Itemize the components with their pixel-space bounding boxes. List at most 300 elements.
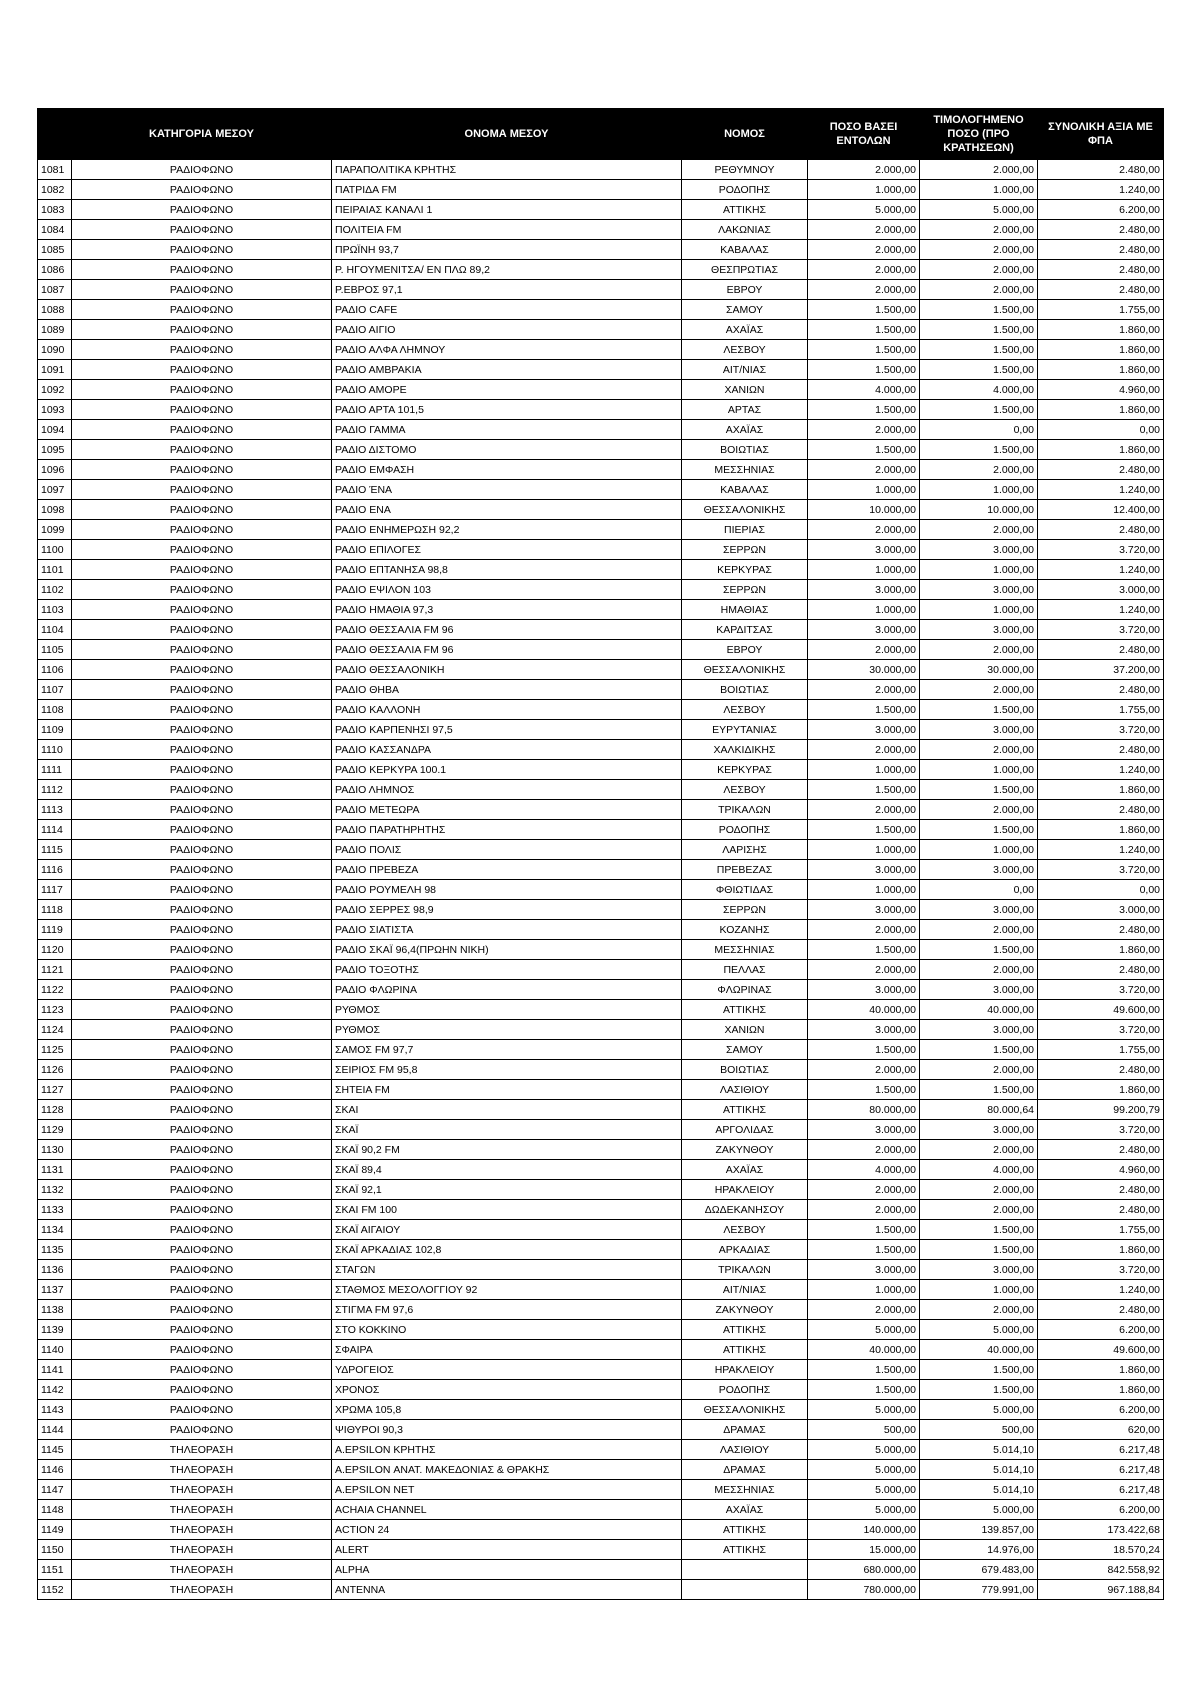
row-prefecture: ΛΑΡΙΣΗΣ (682, 840, 808, 860)
row-prefecture: ΛΕΣΒΟΥ (682, 700, 808, 720)
row-media-name: ACTION 24 (332, 1520, 682, 1540)
table-row (38, 200, 1164, 220)
row-media-name: ΠΕΙΡΑΙΑΣ ΚΑΝΑΛΙ 1 (332, 200, 682, 220)
row-media-name: ΣΕΙΡΙΟΣ FM 95,8 (332, 1060, 682, 1080)
row-invoiced-amount: 1.500,00 (920, 1360, 1038, 1380)
row-id: 1104 (38, 620, 72, 640)
row-prefecture: ΛΕΣΒΟΥ (682, 780, 808, 800)
row-total-vat: 2.480,00 (1038, 640, 1164, 660)
row-category: ΡΑΔΙΟΦΩΝΟ (72, 200, 332, 220)
row-media-name: ΡΑΔΙΟ CAFE (332, 300, 682, 320)
row-order-amount: 3.000,00 (808, 860, 920, 880)
row-invoiced-amount: 2.000,00 (920, 800, 1038, 820)
row-category: ΡΑΔΙΟΦΩΝΟ (72, 320, 332, 340)
row-id: 1121 (38, 960, 72, 980)
row-invoiced-amount: 1.500,00 (920, 1040, 1038, 1060)
row-media-name: ΠΑΤΡΙΔΑ FM (332, 180, 682, 200)
row-order-amount: 1.000,00 (808, 760, 920, 780)
row-category: ΡΑΔΙΟΦΩΝΟ (72, 180, 332, 200)
row-category: ΡΑΔΙΟΦΩΝΟ (72, 160, 332, 180)
table-row (38, 1280, 1164, 1300)
row-id: 1106 (38, 660, 72, 680)
row-category: ΡΑΔΙΟΦΩΝΟ (72, 300, 332, 320)
row-category: ΡΑΔΙΟΦΩΝΟ (72, 1300, 332, 1320)
row-prefecture: ΗΡΑΚΛΕΙΟΥ (682, 1360, 808, 1380)
row-media-name: ΣΤΑΓΩΝ (332, 1260, 682, 1280)
row-invoiced-amount: 3.000,00 (920, 1020, 1038, 1040)
row-id: 1111 (38, 760, 72, 780)
row-category: ΡΑΔΙΟΦΩΝΟ (72, 520, 332, 540)
row-total-vat: 6.200,00 (1038, 1400, 1164, 1420)
row-order-amount: 2.000,00 (808, 420, 920, 440)
table-row (38, 480, 1164, 500)
row-prefecture: ΡΕΘΥΜΝΟΥ (682, 160, 808, 180)
row-prefecture: ΚΑΒΑΛΑΣ (682, 240, 808, 260)
row-media-name: ΣΦΑΙΡΑ (332, 1340, 682, 1360)
row-invoiced-amount: 1.000,00 (920, 760, 1038, 780)
row-id: 1123 (38, 1000, 72, 1020)
row-prefecture: ΠΙΕΡΙΑΣ (682, 520, 808, 540)
row-id: 1102 (38, 580, 72, 600)
row-total-vat: 49.600,00 (1038, 1000, 1164, 1020)
row-order-amount: 4.000,00 (808, 1160, 920, 1180)
row-category: ΡΑΔΙΟΦΩΝΟ (72, 500, 332, 520)
row-prefecture: ΗΡΑΚΛΕΙΟΥ (682, 1180, 808, 1200)
row-total-vat: 620,00 (1038, 1420, 1164, 1440)
row-invoiced-amount: 4.000,00 (920, 1160, 1038, 1180)
row-prefecture: ΑΙΤ/ΝΙΑΣ (682, 360, 808, 380)
row-invoiced-amount: 1.500,00 (920, 300, 1038, 320)
table-row (38, 180, 1164, 200)
row-media-name: Ρ.ΕΒΡΟΣ 97,1 (332, 280, 682, 300)
header-invoiced-amount: ΤΙΜΟΛΟΓΗΜΕΝΟ ΠΟΣΟ (ΠΡΟ ΚΡΑΤΗΣΕΩΝ) (920, 109, 1038, 160)
table-row (38, 940, 1164, 960)
row-prefecture: ΑΡΚΑΔΙΑΣ (682, 1240, 808, 1260)
row-prefecture: ΣΕΡΡΩΝ (682, 540, 808, 560)
row-order-amount: 1.500,00 (808, 340, 920, 360)
row-media-name: ΡΑΔΙΟ ΛΗΜΝΟΣ (332, 780, 682, 800)
row-total-vat: 1.860,00 (1038, 400, 1164, 420)
table-row (38, 1320, 1164, 1340)
row-id: 1145 (38, 1440, 72, 1460)
row-invoiced-amount: 5.000,00 (920, 1500, 1038, 1520)
row-category: ΡΑΔΙΟΦΩΝΟ (72, 1200, 332, 1220)
table-row (38, 960, 1164, 980)
row-id: 1125 (38, 1040, 72, 1060)
row-prefecture: ΑΤΤΙΚΗΣ (682, 1340, 808, 1360)
row-media-name: A.EPSILON ΑΝΑΤ. ΜΑΚΕΔΟΝΙΑΣ & ΘΡΑΚΗΣ (332, 1460, 682, 1480)
row-category: ΡΑΔΙΟΦΩΝΟ (72, 1240, 332, 1260)
row-id: 1136 (38, 1260, 72, 1280)
row-id: 1144 (38, 1420, 72, 1440)
row-prefecture: ΗΜΑΘΙΑΣ (682, 600, 808, 620)
table-row (38, 1440, 1164, 1460)
row-invoiced-amount: 1.500,00 (920, 820, 1038, 840)
row-order-amount: 1.500,00 (808, 1380, 920, 1400)
row-category: ΡΑΔΙΟΦΩΝΟ (72, 1100, 332, 1120)
row-id: 1114 (38, 820, 72, 840)
row-order-amount: 1.500,00 (808, 780, 920, 800)
row-total-vat: 6.200,00 (1038, 200, 1164, 220)
row-invoiced-amount: 3.000,00 (920, 1120, 1038, 1140)
row-invoiced-amount: 1.500,00 (920, 700, 1038, 720)
row-invoiced-amount: 1.000,00 (920, 560, 1038, 580)
row-category: ΤΗΛΕΟΡΑΣΗ (72, 1460, 332, 1480)
row-prefecture: ΧΑΝΙΩΝ (682, 380, 808, 400)
row-invoiced-amount: 3.000,00 (920, 980, 1038, 1000)
row-prefecture: ΔΡΑΜΑΣ (682, 1420, 808, 1440)
row-category: ΡΑΔΙΟΦΩΝΟ (72, 1120, 332, 1140)
row-id: 1109 (38, 720, 72, 740)
row-order-amount: 3.000,00 (808, 1260, 920, 1280)
row-id: 1135 (38, 1240, 72, 1260)
row-id: 1128 (38, 1100, 72, 1120)
row-order-amount: 2.000,00 (808, 280, 920, 300)
row-media-name: ΡΥΘΜΟΣ (332, 1020, 682, 1040)
row-id: 1146 (38, 1460, 72, 1480)
row-order-amount: 2.000,00 (808, 1200, 920, 1220)
row-media-name: ΣΚΑΪ 92,1 (332, 1180, 682, 1200)
table-header-row (38, 109, 1164, 160)
row-total-vat: 2.480,00 (1038, 520, 1164, 540)
row-id: 1088 (38, 300, 72, 320)
row-prefecture: ΒΟΙΩΤΙΑΣ (682, 1060, 808, 1080)
row-category: ΡΑΔΙΟΦΩΝΟ (72, 1140, 332, 1160)
table-row (38, 1080, 1164, 1100)
row-category: ΡΑΔΙΟΦΩΝΟ (72, 600, 332, 620)
row-category: ΡΑΔΙΟΦΩΝΟ (72, 740, 332, 760)
row-prefecture: ΑΧΑΪΑΣ (682, 1160, 808, 1180)
row-order-amount: 680.000,00 (808, 1560, 920, 1580)
row-invoiced-amount: 5.000,00 (920, 200, 1038, 220)
row-invoiced-amount: 2.000,00 (920, 1180, 1038, 1200)
row-media-name: ΣΚΑΙ (332, 1100, 682, 1120)
row-total-vat: 3.000,00 (1038, 900, 1164, 920)
row-total-vat: 1.240,00 (1038, 840, 1164, 860)
row-category: ΡΑΔΙΟΦΩΝΟ (72, 1060, 332, 1080)
row-order-amount: 2.000,00 (808, 680, 920, 700)
row-order-amount: 3.000,00 (808, 1020, 920, 1040)
table-row (38, 320, 1164, 340)
row-media-name: ΠΡΩΪΝΗ 93,7 (332, 240, 682, 260)
row-order-amount: 2.000,00 (808, 740, 920, 760)
row-order-amount: 2.000,00 (808, 920, 920, 940)
row-id: 1086 (38, 260, 72, 280)
header-total-vat: ΣΥΝΟΛΙΚΗ ΑΞΙΑ ΜΕ ΦΠΑ (1038, 109, 1164, 160)
row-prefecture: ΑΧΑΪΑΣ (682, 1500, 808, 1520)
row-media-name: ΡΑΔΙΟ ΠΡΕΒΕΖΑ (332, 860, 682, 880)
row-prefecture: ΔΡΑΜΑΣ (682, 1460, 808, 1480)
row-id: 1142 (38, 1380, 72, 1400)
table-row (38, 1360, 1164, 1380)
row-id: 1098 (38, 500, 72, 520)
row-id: 1089 (38, 320, 72, 340)
row-order-amount: 140.000,00 (808, 1520, 920, 1540)
row-order-amount: 5.000,00 (808, 1400, 920, 1420)
row-category: ΡΑΔΙΟΦΩΝΟ (72, 900, 332, 920)
row-category: ΡΑΔΙΟΦΩΝΟ (72, 1080, 332, 1100)
row-order-amount: 1.500,00 (808, 820, 920, 840)
row-media-name: ΡΑΔΙΟ ΠΑΡΑΤΗΡΗΤΗΣ (332, 820, 682, 840)
row-media-name: ΡΑΔΙΟ ΈΝΑ (332, 480, 682, 500)
row-invoiced-amount: 3.000,00 (920, 580, 1038, 600)
row-category: ΡΑΔΙΟΦΩΝΟ (72, 800, 332, 820)
row-category: ΡΑΔΙΟΦΩΝΟ (72, 820, 332, 840)
row-total-vat: 1.860,00 (1038, 340, 1164, 360)
row-media-name: ΧΡΩΜΑ 105,8 (332, 1400, 682, 1420)
table-row (38, 560, 1164, 580)
row-prefecture (682, 1580, 808, 1600)
row-invoiced-amount: 1.500,00 (920, 1380, 1038, 1400)
row-prefecture: ΠΡΕΒΕΖΑΣ (682, 860, 808, 880)
row-id: 1100 (38, 540, 72, 560)
row-id: 1140 (38, 1340, 72, 1360)
row-total-vat: 1.240,00 (1038, 480, 1164, 500)
row-invoiced-amount: 1.000,00 (920, 180, 1038, 200)
row-prefecture: ΜΕΣΣΗΝΙΑΣ (682, 940, 808, 960)
row-category: ΡΑΔΙΟΦΩΝΟ (72, 1380, 332, 1400)
row-invoiced-amount: 2.000,00 (920, 1200, 1038, 1220)
header-order-amount: ΠΟΣΟ ΒΑΣΕΙ ΕΝΤΟΛΩΝ (808, 109, 920, 160)
table-row (38, 1460, 1164, 1480)
table-row (38, 1140, 1164, 1160)
row-category: ΡΑΔΙΟΦΩΝΟ (72, 480, 332, 500)
row-prefecture: ΡΟΔΟΠΗΣ (682, 1380, 808, 1400)
table-row (38, 1160, 1164, 1180)
row-prefecture: ΕΒΡΟΥ (682, 280, 808, 300)
row-media-name: ΡΥΘΜΟΣ (332, 1000, 682, 1020)
row-order-amount: 15.000,00 (808, 1540, 920, 1560)
row-prefecture: ΜΕΣΣΗΝΙΑΣ (682, 1480, 808, 1500)
row-id: 1138 (38, 1300, 72, 1320)
row-prefecture: ΜΕΣΣΗΝΙΑΣ (682, 460, 808, 480)
row-media-name: ΡΑΔΙΟ ΕΜΦΑΣΗ (332, 460, 682, 480)
row-order-amount: 40.000,00 (808, 1000, 920, 1020)
row-prefecture: ΚΑΒΑΛΑΣ (682, 480, 808, 500)
row-invoiced-amount: 3.000,00 (920, 860, 1038, 880)
row-invoiced-amount: 14.976,00 (920, 1540, 1038, 1560)
row-media-name: ACHAIA CHANNEL (332, 1500, 682, 1520)
row-order-amount: 5.000,00 (808, 1460, 920, 1480)
row-id: 1081 (38, 160, 72, 180)
row-total-vat: 1.240,00 (1038, 1280, 1164, 1300)
row-id: 1107 (38, 680, 72, 700)
row-id: 1147 (38, 1480, 72, 1500)
table-row (38, 280, 1164, 300)
row-category: ΡΑΔΙΟΦΩΝΟ (72, 440, 332, 460)
row-order-amount: 2.000,00 (808, 640, 920, 660)
row-category: ΡΑΔΙΟΦΩΝΟ (72, 860, 332, 880)
row-order-amount: 1.500,00 (808, 1360, 920, 1380)
row-order-amount: 2.000,00 (808, 460, 920, 480)
row-total-vat: 2.480,00 (1038, 1140, 1164, 1160)
row-media-name: ΣΚΑΪ ΑΙΓΑΙΟΥ (332, 1220, 682, 1240)
row-id: 1124 (38, 1020, 72, 1040)
row-id: 1101 (38, 560, 72, 580)
row-id: 1108 (38, 700, 72, 720)
table-row (38, 880, 1164, 900)
row-id: 1097 (38, 480, 72, 500)
row-id: 1120 (38, 940, 72, 960)
row-id: 1152 (38, 1580, 72, 1600)
row-media-name: ΡΑΔΙΟ ΦΛΩΡΙΝΑ (332, 980, 682, 1000)
table-row (38, 460, 1164, 480)
row-invoiced-amount: 2.000,00 (920, 280, 1038, 300)
row-id: 1113 (38, 800, 72, 820)
table-row (38, 980, 1164, 1000)
row-prefecture: ΚΟΖΑΝΗΣ (682, 920, 808, 940)
header-id (38, 109, 72, 160)
row-invoiced-amount: 2.000,00 (920, 520, 1038, 540)
table-row (38, 620, 1164, 640)
row-media-name: ΡΑΔΙΟ ΓΑΜΜΑ (332, 420, 682, 440)
row-order-amount: 1.500,00 (808, 1080, 920, 1100)
row-prefecture (682, 1560, 808, 1580)
table-row (38, 440, 1164, 460)
row-order-amount: 1.000,00 (808, 600, 920, 620)
row-prefecture: ΚΑΡΔΙΤΣΑΣ (682, 620, 808, 640)
row-media-name: ΡΑΔΙΟ ΕΠΙΛΟΓΕΣ (332, 540, 682, 560)
row-category: ΡΑΔΙΟΦΩΝΟ (72, 1400, 332, 1420)
row-order-amount: 3.000,00 (808, 900, 920, 920)
row-id: 1126 (38, 1060, 72, 1080)
row-total-vat: 6.217,48 (1038, 1440, 1164, 1460)
row-invoiced-amount: 2.000,00 (920, 260, 1038, 280)
row-order-amount: 1.500,00 (808, 1040, 920, 1060)
table-row (38, 1480, 1164, 1500)
row-media-name: ALERT (332, 1540, 682, 1560)
row-order-amount: 2.000,00 (808, 1180, 920, 1200)
table-row (38, 1380, 1164, 1400)
row-media-name: ΡΑΔΙΟ ΕΝΑ (332, 500, 682, 520)
table-row (38, 1340, 1164, 1360)
row-order-amount: 1.500,00 (808, 1240, 920, 1260)
row-media-name: ΣΤΟ ΚΟΚΚΙΝΟ (332, 1320, 682, 1340)
table-row (38, 300, 1164, 320)
row-category: ΡΑΔΙΟΦΩΝΟ (72, 360, 332, 380)
row-invoiced-amount: 30.000,00 (920, 660, 1038, 680)
row-prefecture: ΣΑΜΟΥ (682, 1040, 808, 1060)
table-row (38, 1200, 1164, 1220)
row-invoiced-amount: 1.500,00 (920, 340, 1038, 360)
row-media-name: ΡΑΔΙΟ ΘΕΣΣΑΛΙΑ FM 96 (332, 620, 682, 640)
row-total-vat: 3.720,00 (1038, 620, 1164, 640)
row-invoiced-amount: 1.500,00 (920, 400, 1038, 420)
row-id: 1129 (38, 1120, 72, 1140)
row-prefecture: ΑΤΤΙΚΗΣ (682, 1320, 808, 1340)
row-id: 1151 (38, 1560, 72, 1580)
row-prefecture: ΘΕΣΣΑΛΟΝΙΚΗΣ (682, 1400, 808, 1420)
row-media-name: ΨΙΘΥΡΟΙ 90,3 (332, 1420, 682, 1440)
row-total-vat: 1.755,00 (1038, 1040, 1164, 1060)
row-media-name: ΥΔΡΟΓΕΙΟΣ (332, 1360, 682, 1380)
row-category: ΡΑΔΙΟΦΩΝΟ (72, 240, 332, 260)
row-total-vat: 1.755,00 (1038, 300, 1164, 320)
row-media-name: ΣΚΑΪ ΑΡΚΑΔΙΑΣ 102,8 (332, 1240, 682, 1260)
table-row (38, 360, 1164, 380)
row-total-vat: 1.860,00 (1038, 320, 1164, 340)
row-invoiced-amount: 2.000,00 (920, 960, 1038, 980)
row-id: 1103 (38, 600, 72, 620)
row-order-amount: 3.000,00 (808, 720, 920, 740)
row-category: ΡΑΔΙΟΦΩΝΟ (72, 780, 332, 800)
table-row (38, 540, 1164, 560)
row-invoiced-amount: 5.014,10 (920, 1480, 1038, 1500)
row-id: 1141 (38, 1360, 72, 1380)
row-category: ΡΑΔΙΟΦΩΝΟ (72, 920, 332, 940)
row-prefecture: ΧΑΝΙΩΝ (682, 1020, 808, 1040)
table-row (38, 1180, 1164, 1200)
row-order-amount: 1.500,00 (808, 1220, 920, 1240)
row-prefecture: ΘΕΣΠΡΩΤΙΑΣ (682, 260, 808, 280)
row-id: 1118 (38, 900, 72, 920)
row-prefecture: ΒΟΙΩΤΙΑΣ (682, 440, 808, 460)
row-invoiced-amount: 1.500,00 (920, 360, 1038, 380)
row-total-vat: 1.860,00 (1038, 440, 1164, 460)
row-invoiced-amount: 3.000,00 (920, 540, 1038, 560)
row-total-vat: 1.860,00 (1038, 1080, 1164, 1100)
row-invoiced-amount: 2.000,00 (920, 920, 1038, 940)
row-total-vat: 6.217,48 (1038, 1480, 1164, 1500)
row-id: 1150 (38, 1540, 72, 1560)
table-row (38, 1560, 1164, 1580)
table-row (38, 1500, 1164, 1520)
row-category: ΡΑΔΙΟΦΩΝΟ (72, 720, 332, 740)
row-category: ΤΗΛΕΟΡΑΣΗ (72, 1520, 332, 1540)
row-id: 1117 (38, 880, 72, 900)
row-category: ΡΑΔΙΟΦΩΝΟ (72, 260, 332, 280)
row-invoiced-amount: 3.000,00 (920, 720, 1038, 740)
row-total-vat: 3.720,00 (1038, 720, 1164, 740)
row-order-amount: 2.000,00 (808, 520, 920, 540)
row-category: ΡΑΔΙΟΦΩΝΟ (72, 880, 332, 900)
row-order-amount: 2.000,00 (808, 240, 920, 260)
row-category: ΡΑΔΙΟΦΩΝΟ (72, 960, 332, 980)
row-media-name: ΡΑΔΙΟ ΘΕΣΣΑΛΟΝΙΚΗ (332, 660, 682, 680)
row-total-vat: 37.200,00 (1038, 660, 1164, 680)
row-order-amount: 1.000,00 (808, 180, 920, 200)
row-total-vat: 1.240,00 (1038, 600, 1164, 620)
row-prefecture: ΑΧΑΪΑΣ (682, 420, 808, 440)
row-order-amount: 5.000,00 (808, 1440, 920, 1460)
row-media-name: ΡΑΔΙΟ ΑΛΦΑ ΛΗΜΝΟΥ (332, 340, 682, 360)
row-invoiced-amount: 1.500,00 (920, 1080, 1038, 1100)
document-page (37, 108, 1163, 1600)
row-category: ΡΑΔΙΟΦΩΝΟ (72, 280, 332, 300)
row-order-amount: 3.000,00 (808, 1120, 920, 1140)
row-prefecture: ΛΑΣΙΘΙΟΥ (682, 1080, 808, 1100)
row-media-name: ΡΑΔΙΟ ΜΕΤΕΩΡΑ (332, 800, 682, 820)
table-row (38, 340, 1164, 360)
table-row (38, 640, 1164, 660)
row-total-vat: 842.558,92 (1038, 1560, 1164, 1580)
row-total-vat: 2.480,00 (1038, 460, 1164, 480)
table-row (38, 840, 1164, 860)
table-row (38, 1520, 1164, 1540)
row-total-vat: 1.240,00 (1038, 760, 1164, 780)
row-invoiced-amount: 4.000,00 (920, 380, 1038, 400)
row-category: ΡΑΔΙΟΦΩΝΟ (72, 380, 332, 400)
row-order-amount: 1.500,00 (808, 320, 920, 340)
row-id: 1096 (38, 460, 72, 480)
row-invoiced-amount: 1.500,00 (920, 780, 1038, 800)
header-prefecture: ΝΟΜΟΣ (682, 109, 808, 160)
row-prefecture: ΑΤΤΙΚΗΣ (682, 1000, 808, 1020)
row-media-name: ΡΑΔΙΟ ΚΑΛΛΟΝΗ (332, 700, 682, 720)
row-total-vat: 99.200,79 (1038, 1100, 1164, 1120)
row-order-amount: 500,00 (808, 1420, 920, 1440)
table-row (38, 1240, 1164, 1260)
